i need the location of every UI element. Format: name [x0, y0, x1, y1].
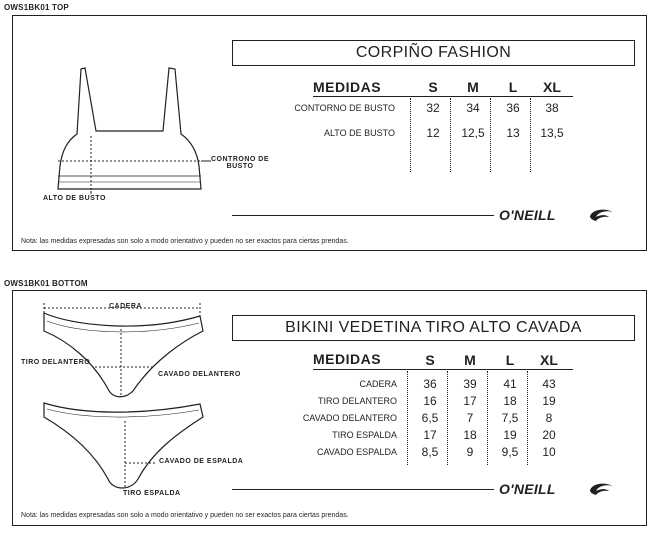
bottom-cell: 10 — [542, 445, 556, 459]
bottom-cell: 7,5 — [501, 411, 519, 425]
hip-label: CADERA — [109, 303, 142, 310]
top-cell: 38 — [545, 101, 559, 115]
top-size-xl: XL — [543, 79, 561, 95]
bottom-col-divider — [487, 371, 488, 465]
bottom-size-s: S — [425, 352, 435, 368]
bottom-row-label: CAVADO ESPALDA — [316, 447, 397, 457]
top-cell: 13,5 — [540, 126, 564, 140]
bottom-cell: 41 — [503, 377, 517, 391]
bottom-note: Nota: las medidas expresadas son solo a modo orientativo y pueden no ser exactos para ciertas prendas. — [21, 512, 349, 519]
top-brand-rule — [232, 215, 494, 216]
bottom-cell: 18 — [463, 428, 477, 442]
top-col-divider — [490, 98, 491, 172]
bottom-col-divider — [447, 371, 448, 465]
bottom-brand-logo: O'NEILL — [499, 481, 556, 497]
bottom-cell: 17 — [463, 394, 477, 408]
top-measures-header: MEDIDAS — [313, 79, 382, 95]
top-note: Nota: las medidas expresadas son solo a modo orientativo y pueden no ser exactos para ciertas prendas. — [21, 238, 349, 245]
top-size-m: M — [467, 79, 479, 95]
back-cut-label: CAVADO DE ESPALDA — [159, 458, 244, 465]
bottom-cell: 19 — [503, 428, 517, 442]
front-rise-label: TIRO DELANTERO — [21, 359, 91, 366]
bottom-size-m: M — [464, 352, 476, 368]
bottom-cell: 39 — [463, 377, 477, 391]
bottom-size-xl: XL — [540, 352, 558, 368]
bottom-cell: 16 — [423, 394, 437, 408]
top-size-s: S — [428, 79, 438, 95]
top-size-l: L — [508, 79, 518, 95]
bottom-cell: 43 — [542, 377, 556, 391]
top-header-rule — [313, 96, 573, 97]
wave-logo-icon — [589, 208, 615, 222]
contour-label-line2: BUSTO — [226, 163, 254, 170]
top-size-panel — [12, 15, 647, 251]
back-rise-label: TIRO ESPALDA — [123, 490, 181, 497]
bottom-col-divider — [527, 371, 528, 465]
bottom-brand-rule — [232, 489, 494, 490]
bottom-row-label: CADERA — [359, 379, 397, 389]
bottom-row-label: TIRO ESPALDA — [332, 430, 397, 440]
bottom-measures-header: MEDIDAS — [313, 351, 382, 367]
bottom-section-code: OWS1BK01 BOTTOM — [4, 279, 88, 288]
bottom-cell: 8,5 — [421, 445, 439, 459]
top-cell: 13 — [506, 126, 520, 140]
bottom-row-label: TIRO DELANTERO — [317, 396, 397, 406]
top-row-label: CONTORNO DE BUSTO — [294, 103, 395, 113]
bottom-cell: 36 — [423, 377, 437, 391]
bottom-col-divider — [407, 371, 408, 465]
bottom-cell: 17 — [423, 428, 437, 442]
bottom-cell: 7 — [466, 411, 474, 425]
bottom-cell: 9 — [466, 445, 474, 459]
top-col-divider — [410, 98, 411, 172]
bottom-size-panel — [12, 290, 647, 526]
bottom-cell: 9,5 — [501, 445, 519, 459]
bottom-cell: 18 — [503, 394, 517, 408]
contour-label-line1: CONTRONO DE — [211, 156, 269, 163]
bottom-cell: 19 — [542, 394, 556, 408]
bottom-row-label: CAVADO DELANTERO — [302, 413, 397, 423]
top-col-divider — [450, 98, 451, 172]
bottom-size-l: L — [505, 352, 515, 368]
bottom-cell: 6,5 — [421, 411, 439, 425]
bottom-product-title: BIKINI VEDETINA TIRO ALTO CAVADA — [232, 315, 635, 341]
bottom-header-rule — [313, 369, 573, 370]
top-cell: 34 — [466, 101, 480, 115]
top-product-title: CORPIÑO FASHION — [232, 40, 635, 66]
wave-logo-icon — [589, 482, 615, 496]
front-cut-label: CAVADO DELANTERO — [158, 371, 241, 378]
contour-label — [211, 156, 269, 170]
top-col-divider — [530, 98, 531, 172]
height-label: ALTO DE BUSTO — [43, 195, 106, 202]
top-section-code: OWS1BK01 TOP — [4, 3, 69, 12]
top-cell: 12 — [426, 126, 440, 140]
bottom-cell: 20 — [542, 428, 556, 442]
bottom-cell: 8 — [545, 411, 553, 425]
top-cell: 32 — [426, 101, 440, 115]
top-cell: 12,5 — [461, 126, 485, 140]
top-row-label: ALTO DE BUSTO — [323, 128, 395, 138]
top-brand-logo: O'NEILL — [499, 207, 556, 223]
top-cell: 36 — [506, 101, 520, 115]
